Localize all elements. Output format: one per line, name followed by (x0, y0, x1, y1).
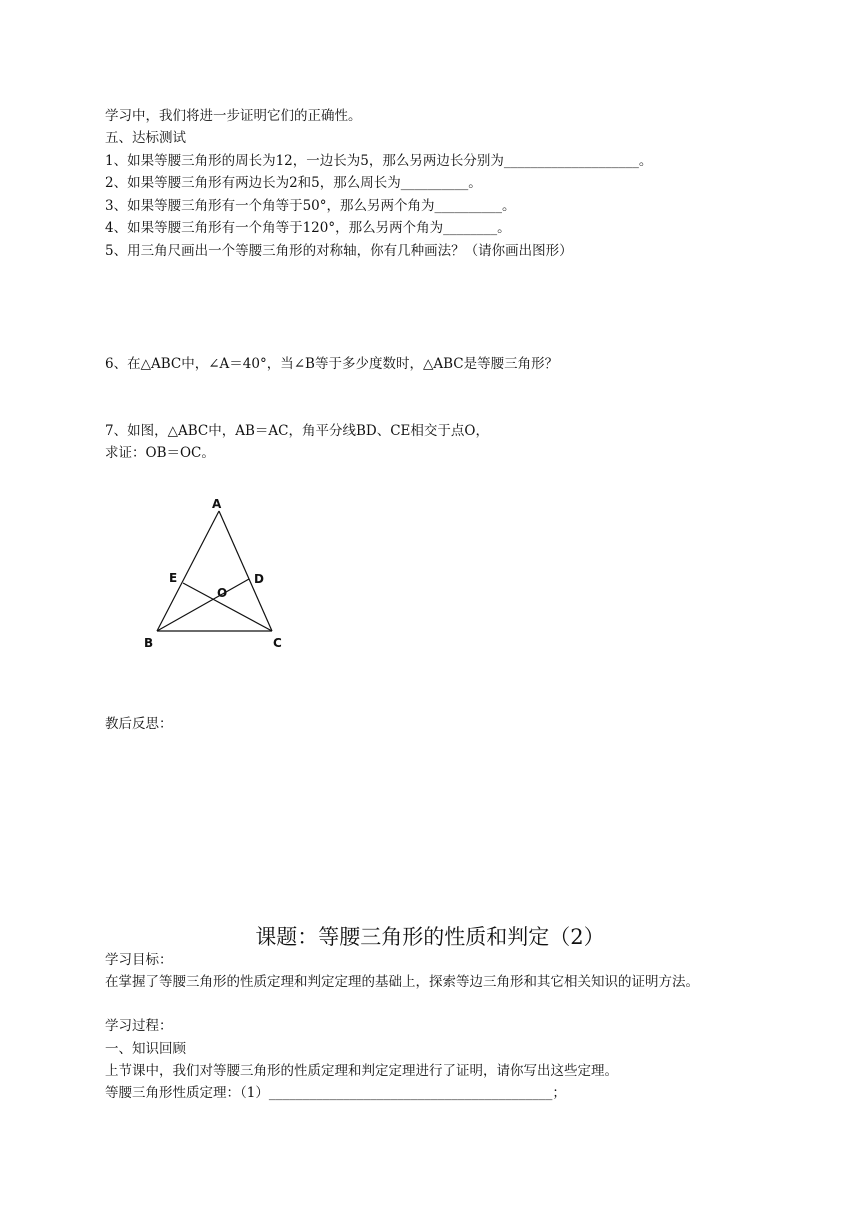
label-b: B (144, 636, 154, 650)
question-4: 4、如果等腰三角形有一个角等于120°，那么另两个角为________。 (105, 220, 511, 236)
review-heading: 一、知识回顾 (105, 1041, 186, 1057)
question-2: 2、如果等腰三角形有两边长为2和5，那么周长为__________。 (105, 175, 482, 191)
question-3: 3、如果等腰三角形有一个角等于50°，那么另两个角为__________。 (105, 198, 516, 214)
review-text: 上节课中，我们对等腰三角形的性质定理和判定定理进行了证明，请你写出这些定理。 (105, 1063, 618, 1079)
reflection-label: 教后反思： (105, 716, 173, 732)
label-a: A (212, 497, 222, 511)
question-7-line-1: 7、如图，△ABC中，AB＝AC，角平分线BD、CE相交于点O， (105, 423, 489, 439)
label-c: C (273, 636, 282, 650)
side-ab (157, 511, 219, 631)
goals-text: 在掌握了等腰三角形的性质定理和判定定理的基础上，探索等边三角形和其它相关知识的证明方法。 (105, 974, 699, 990)
intro-line: 学习中，我们将进一步证明它们的正确性。 (105, 108, 362, 124)
question-6: 6、在△ABC中，∠A＝40°，当∠B等于多少度数时，△ABC是等腰三角形？ (105, 356, 559, 372)
goals-label: 学习目标： (105, 952, 173, 968)
lesson-title: 课题：等腰三角形的性质和判定（2） (255, 925, 605, 949)
side-ac (219, 511, 272, 631)
bisector-bd (157, 579, 249, 631)
question-1: 1、如果等腰三角形的周长为12，一边长为5，那么另两边长分别为____________________。 (105, 153, 653, 169)
label-d: D (254, 572, 264, 586)
process-label: 学习过程： (105, 1018, 173, 1034)
bisector-ce (183, 583, 272, 631)
question-7-line-2: 求证：OB＝OC。 (105, 445, 215, 461)
label-e: E (169, 571, 178, 585)
section-heading: 五、达标测试 (105, 130, 186, 146)
label-o: O (217, 586, 228, 600)
property-theorem-line: 等腰三角形性质定理：（1）__________________________________________； (105, 1085, 566, 1101)
question-5: 5、用三角尺画出一个等腰三角形的对称轴，你有几种画法？（请你画出图形） (105, 243, 573, 259)
